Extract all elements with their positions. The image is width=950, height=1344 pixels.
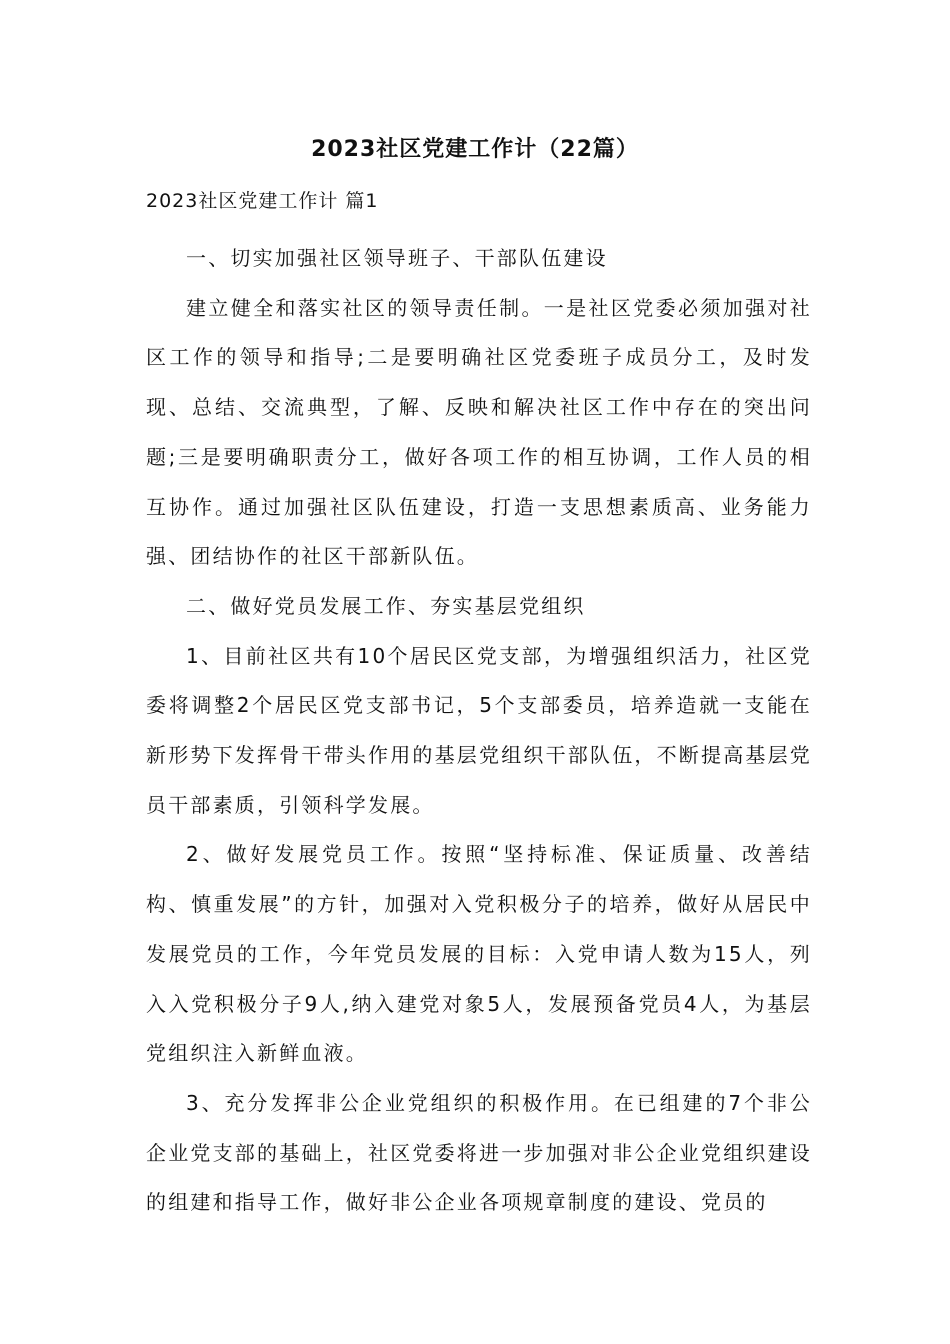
section-heading-2: 二、做好党员发展工作、夯实基层党组织: [186, 593, 586, 618]
paragraph-item-3: 3、充分发挥非公企业党组织的积极作用。在已组建的7个非公企业党支部的基础上，社区党委将进一步加强对非公企业党组织建设的组建和指导工作，做好非公企业各项规章制度的建设、党员的: [146, 1090, 812, 1215]
document-subtitle: 2023社区党建工作计 篇1: [146, 190, 379, 212]
section-heading-1: 一、切实加强社区领导班子、干部队伍建设: [186, 246, 608, 270]
paragraph-item-2: 2、做好发展党员工作。按照“坚持标准、保证质量、改善结构、慎重发展”的方针，加强对入党积极分子的培养，做好从居民中发展党员的工作，今年党员发展的目标：入党申请人数为15人，列入入党积极分子9人,纳入建党对象5人，发展预备党员4人，为基层党组织注入新鲜血液。: [146, 842, 812, 1066]
document-body: [146, 234, 812, 1228]
document-title: 2023社区党建工作计（22篇）: [311, 137, 639, 162]
paragraph-item-1: 1、目前社区共有10个居民区党支部，为增强组织活力，社区党委将调整2个居民区党支部书记，5个支部委员，培养造就一支能在新形势下发挥骨干带头作用的基层党组织干部队伍，不断提高基层党员干部素质，引领科学发展。: [146, 643, 812, 817]
paragraph-leadership: 建立健全和落实社区的领导责任制。一是社区党委必须加强对社区工作的领导和指导;二是要明确社区党委班子成员分工，及时发现、总结、交流典型，了解、反映和解决社区工作中存在的突出问题;三是要明确职责分工，做好各项工作的相互协调，工作人员的相互协作。通过加强社区队伍建设，打造一支思想素质高、业务能力强、团结协作的社区干部新队伍。: [146, 295, 812, 569]
